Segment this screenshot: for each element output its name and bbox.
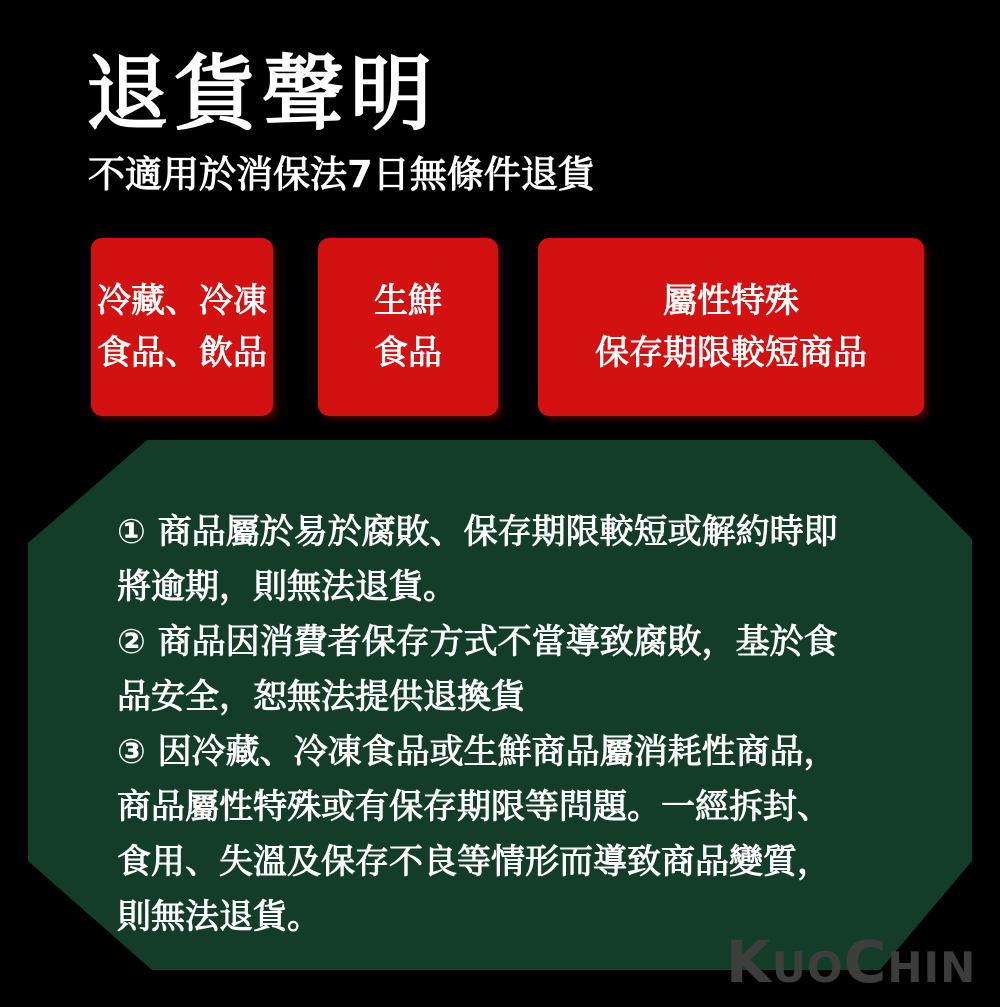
page-subtitle: 不適用於消保法7日無條件退貨 [88,153,595,196]
notice-text [117,505,917,945]
notice-line: ① 商品屬於易於腐敗、保存期限較短或解約時即 [117,512,838,552]
category-box-line: 屬性特殊 [663,281,799,321]
notice-line: 食用、失溫及保存不良等情形而導致商品變質， [117,842,831,882]
notice-line: 則無法退貨。 [117,897,321,937]
notice-line: ③ 因冷藏、冷凍食品或生鮮商品屬消耗性商品， [117,732,838,772]
category-box-short-shelf-life [538,238,924,416]
category-box-line: 保存期限較短商品 [595,333,867,373]
watermark-letter: UO [771,943,844,992]
category-box-refrigerated-frozen [91,238,273,416]
category-box-line: 冷藏、冷凍 [97,281,267,321]
watermark-letter: K [726,928,772,996]
watermark-letter: C [843,928,888,996]
notice-line: 品安全，恕無法提供退換貨 [117,677,525,717]
category-box-line: 食品 [374,333,442,373]
brand-watermark [726,928,977,1007]
watermark-letter: HIN [887,943,977,992]
notice-line: 將逾期，則無法退貨。 [117,567,457,607]
page-title: 退貨聲明 [86,47,439,142]
notice-line: ② 商品因消費者保存方式不當導致腐敗，基於食 [117,622,838,662]
category-box-fresh-food [318,238,498,416]
category-box-line: 生鮮 [374,281,442,321]
notice-line: 商品屬性特殊或有保存期限等問題。一經拆封、 [117,787,831,827]
category-box-line: 食品、飲品 [97,333,267,373]
